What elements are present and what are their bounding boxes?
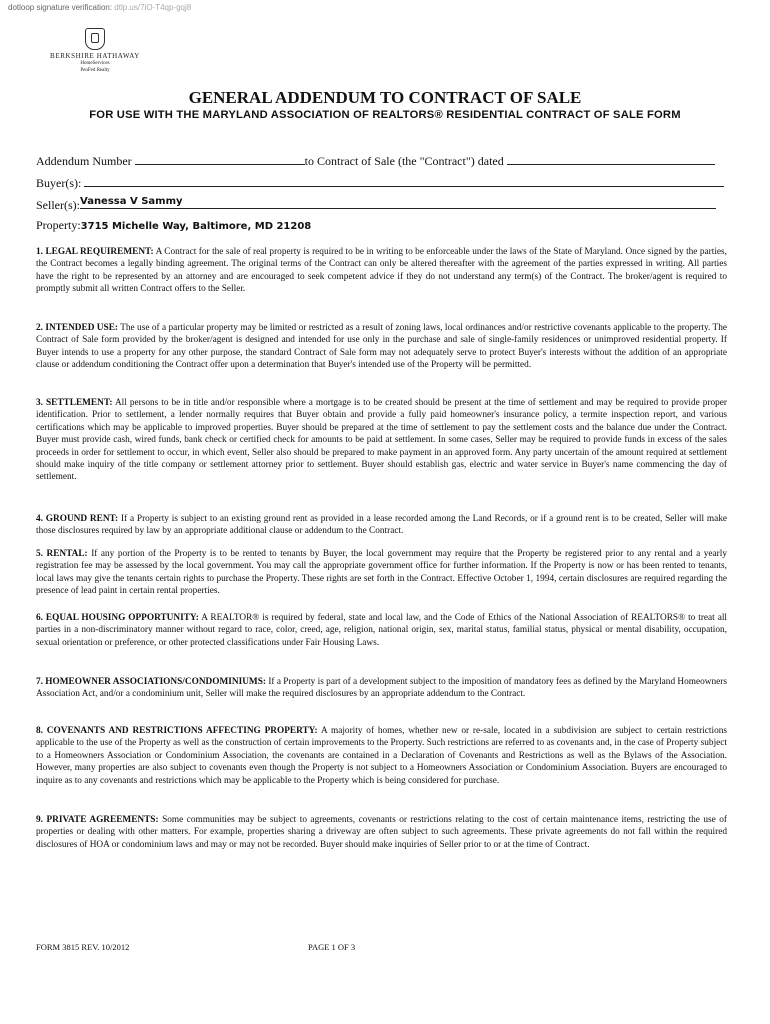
- section-heading: 3. SETTLEMENT:: [36, 398, 113, 408]
- section-heading: 9. PRIVATE AGREEMENTS:: [36, 815, 159, 825]
- section-heading: 4. GROUND RENT:: [36, 514, 119, 524]
- logo-line1: BERKSHIRE HATHAWAY: [50, 52, 140, 60]
- document-title: GENERAL ADDENDUM TO CONTRACT OF SALE: [188, 88, 582, 107]
- page-number: PAGE 1 OF 3: [308, 942, 356, 952]
- section-homeowner-associations: [36, 676, 727, 701]
- section-text: The use of a particular property may be limited or restricted as a result of zoning laws, local ordinances and/or restrictive covenants applicable to the property. The Contract of Sale form provided by the broker/agent is designed and intended for use only in the purchase and sale of single-family residences or unimproved residential property. If Buyer intends to use a property for any other purpose, the standard Contract of Sale form may not adequately serve to protect Buyer's interests without the addition of an appropriate clause or addendum conditioning the Contract offer upon a determination that Buyer's intended use of the Property will be permitted.: [36, 323, 728, 371]
- section-rental: [36, 548, 727, 598]
- section-equal-housing: [36, 612, 727, 649]
- section-heading: 5. RENTAL:: [36, 549, 88, 559]
- crest-icon: [85, 28, 105, 50]
- section-heading: 2. INTENDED USE:: [36, 323, 118, 333]
- addendum-row: [36, 152, 715, 169]
- section-text: A majority of homes, whether new or re-sale, located in a subdivision are subject to certain restrictions applicable to the use of the Property as well as the construction of certain improvements to the Property. Such restrictions are referred to as covenants and, in the case of Property subject to a Homeowners Association or Condominium Association, the covenants are contained in a Declaration of Covenants and Restrictions as well as the Bylaws of the Association. However, many properties are also subject to covenants even though the Property is not subject to a Homeowners Association or Condominium Association. Buyers are encouraged to inquire as to any covenants and restrictions which may be applicable to the Property which is being considered for purchase.: [36, 726, 727, 786]
- section-heading: 8. COVENANTS AND RESTRICTIONS AFFECTING PROPERTY:: [36, 726, 318, 736]
- addendum-label: Addendum Number: [36, 154, 132, 168]
- verification-id[interactable]: dtlp.us/7iO-T4qp-gqj8: [114, 3, 192, 12]
- property-value[interactable]: 3715 Michelle Way, Baltimore, MD 21208: [80, 221, 312, 232]
- section-text: A Contract for the sale of real property is required to be in writing to be enforceable under the laws of the State of Maryland. Once signed by the parties, the Contract becomes a legally binding agreement. The original terms of the Contract can only be altered thereafter with the agreement of the parties expressed in writing. All parties have the right to be represented by an attorney and are encouraged to seek competent advice if they do not understand any term(s) of the Contract. The broker/agent is required to promptly submit all written Contract offers to the Seller.: [36, 247, 727, 295]
- document-subtitle: FOR USE WITH THE MARYLAND ASSOCIATION OF REALTORS® RESIDENTIAL CONTRACT OF SALE FORM: [89, 109, 681, 121]
- seller-label: Seller(s):: [36, 198, 80, 212]
- section-text: If any portion of the Property is to be rented to tenants by Buyer, the local government may require that the Property be registered prior to any rental and a yearly registration fee may be assessed by the local government. You may call the appropriate government office for further information. If the Property is now or has been rented to tenants, local laws may give the tenants certain rights to purchase the Property. These rights are set forth in the Contract. Effective October 1, 1994, certain disclosures are required regarding the presence of lead paint in certain rental properties.: [36, 549, 728, 597]
- section-heading: 1. LEGAL REQUIREMENT:: [36, 247, 154, 257]
- section-legal-requirement: [36, 246, 727, 296]
- seller-field[interactable]: [80, 196, 716, 209]
- section-heading: 7. HOMEOWNER ASSOCIATIONS/CONDOMINIUMS:: [36, 677, 266, 687]
- buyer-label: Buyer(s):: [36, 176, 82, 190]
- form-number: FORM 3815 REV. 10/2012: [36, 942, 130, 952]
- verification-label: dotloop signature verification:: [8, 3, 113, 12]
- brokerage-logo: [40, 28, 150, 74]
- logo-line2: HomeServices: [80, 61, 110, 66]
- contract-dated-label: to Contract of Sale (the "Contract") dated: [304, 154, 504, 168]
- seller-row: [36, 196, 716, 213]
- section-private-agreements: [36, 814, 727, 851]
- section-settlement: [36, 397, 727, 484]
- section-text: Some communities may be subject to agreements, covenants or restrictions relating to the cost of certain maintenance items, restricting the use of properties or dealing with other matters. For example, properties sharing a driveway are often subject to such agreements. These private agreements do not fall within the required disclosures of HOA or condominium laws and may or may not be recorded. Buyer should make inquiries of Seller prior to or at the time of Contract.: [36, 815, 728, 850]
- section-text: All persons to be in title and/or responsible where a mortgage is to be created should be present at the time of settlement and may be required to provide proper identification. Prior to settlement, a lender normally requires that Buyer obtain and provide a fully paid homeowner's insurance policy, a termite inspection report, and various certifications which may be applicable to improved properties. Buyer should be prepared at the time of settlement to pay the settlement costs and the balance due under the Contract. Buyer must provide cash, wired funds, bank check or certified check for amounts to be paid at settlement. In some cases, Seller may be required to provide funds in excess of the sales proceeds in order for settlement to occur, in which event, Seller also should be prepared to make payment in an approved form. Any party uncertain of the amount required at settlement should make inquiry of the title company or settlement attorney prior to settlement. Buyer should establish gas, electric and water service in Buyer's name commencing the day of settlement.: [36, 398, 728, 483]
- contract-date-field[interactable]: [507, 152, 715, 165]
- section-intended-use: [36, 322, 727, 372]
- property-label: Property:: [36, 218, 81, 232]
- section-ground-rent: [36, 513, 727, 538]
- section-text: If a Property is subject to an existing ground rent as provided in a lease recorded among the Land Records, or if a ground rent is to be created, Seller will make those disclosures required by law by an appropriate additional clause or addendum to the Contract.: [36, 514, 727, 537]
- addendum-number-field[interactable]: [135, 152, 305, 165]
- seller-value: Vanessa V Sammy: [80, 196, 183, 207]
- section-covenants: [36, 725, 727, 787]
- property-row: [36, 218, 311, 233]
- buyer-row: [36, 174, 724, 191]
- logo-line3: PenFed Realty: [80, 68, 110, 73]
- dotloop-verification: [8, 3, 191, 12]
- section-text: A REALTOR® is required by federal, state and local law, and the Code of Ethics of the National Association of REALTORS® to treat all parties in a non-discriminatory manner without regard to race, color, creed, age, religion, national origin, sex, marital status, familial status, physical or mental disability, occupation, sexual orientation or preference, or other protected classifications under Fair Housing Laws.: [36, 613, 728, 648]
- section-heading: 6. EQUAL HOUSING OPPORTUNITY:: [36, 613, 199, 623]
- section-text: If a Property is part of a development subject to the imposition of mandatory fees as defined by the Maryland Homeowners Association Act, and/or a condominium unit, Seller will make the required disclosures by an appropriate addendum to the Contract.: [36, 677, 727, 700]
- buyer-field[interactable]: [84, 174, 724, 187]
